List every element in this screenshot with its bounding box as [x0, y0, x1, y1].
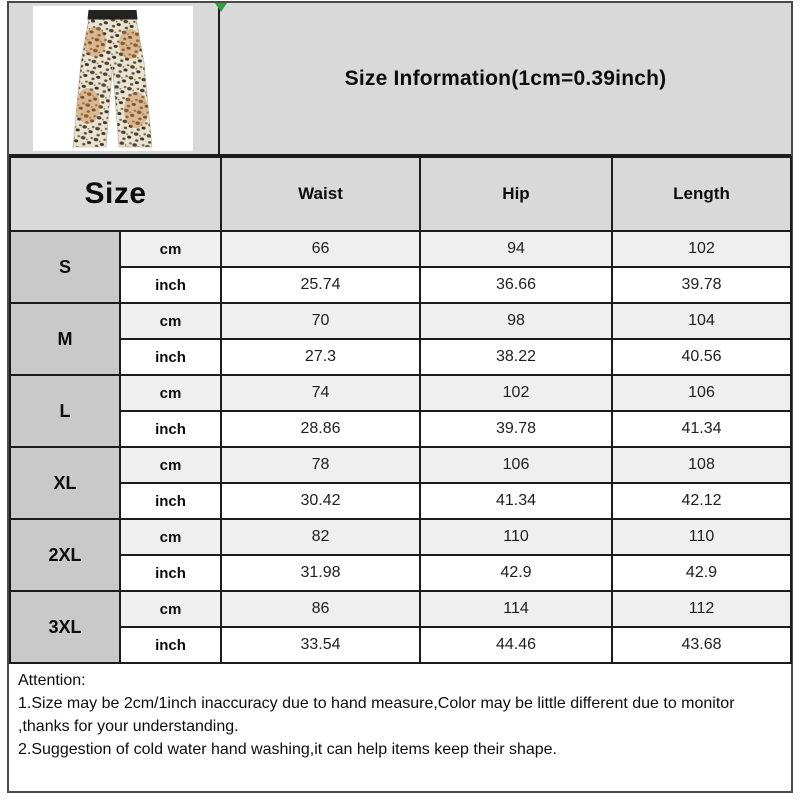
- size-label-3xl: 3XL: [10, 591, 120, 663]
- table-row-l-cm: [10, 375, 791, 411]
- hip-inch-s: 36.66: [420, 267, 612, 303]
- waist-inch-2xl: 31.98: [221, 555, 420, 591]
- column-header-length: Length: [612, 157, 791, 231]
- unit-label: cm: [120, 591, 221, 627]
- unit-label: cm: [120, 375, 221, 411]
- product-image-cell: [9, 3, 220, 154]
- table-row-2xl-cm: [10, 519, 791, 555]
- length-inch-m: 40.56: [612, 339, 791, 375]
- unit-label: inch: [120, 627, 221, 663]
- hip-cm-l: 102: [420, 375, 612, 411]
- size-label-2xl: 2XL: [10, 519, 120, 591]
- column-header-waist: Waist: [221, 157, 420, 231]
- hip-cm-3xl: 114: [420, 591, 612, 627]
- hip-inch-2xl: 42.9: [420, 555, 612, 591]
- top-banner: [9, 3, 791, 156]
- table-header-row: [10, 157, 791, 231]
- size-label-m: M: [10, 303, 120, 375]
- table-row-3xl-inch: [10, 627, 791, 663]
- length-cm-m: 104: [612, 303, 791, 339]
- unit-label: cm: [120, 519, 221, 555]
- attention-note: [9, 664, 791, 791]
- product-image-leopard-pants: [33, 6, 193, 151]
- column-header-hip: Hip: [420, 157, 612, 231]
- hip-cm-s: 94: [420, 231, 612, 267]
- hip-inch-3xl: 44.46: [420, 627, 612, 663]
- length-inch-s: 39.78: [612, 267, 791, 303]
- unit-label: inch: [120, 267, 221, 303]
- waist-cm-l: 74: [221, 375, 420, 411]
- unit-label: cm: [120, 231, 221, 267]
- hip-inch-xl: 41.34: [420, 483, 612, 519]
- length-cm-xl: 108: [612, 447, 791, 483]
- length-cm-s: 102: [612, 231, 791, 267]
- hip-inch-l: 39.78: [420, 411, 612, 447]
- attention-line-2: 2.Suggestion of cold water hand washing,it can help items keep their shape.: [18, 741, 557, 758]
- table-row-xl-cm: [10, 447, 791, 483]
- length-cm-l: 106: [612, 375, 791, 411]
- waist-cm-m: 70: [221, 303, 420, 339]
- length-inch-2xl: 42.9: [612, 555, 791, 591]
- length-inch-xl: 42.12: [612, 483, 791, 519]
- length-inch-l: 41.34: [612, 411, 791, 447]
- waist-inch-xl: 30.42: [221, 483, 420, 519]
- unit-label: inch: [120, 339, 221, 375]
- hip-cm-2xl: 110: [420, 519, 612, 555]
- green-triangle-marker: [215, 3, 227, 12]
- title-cell: [220, 3, 791, 154]
- waist-cm-s: 66: [221, 231, 420, 267]
- table-row-s-cm: [10, 231, 791, 267]
- table-row-m-cm: [10, 303, 791, 339]
- table-row-xl-inch: [10, 483, 791, 519]
- table-row-m-inch: [10, 339, 791, 375]
- size-label-xl: XL: [10, 447, 120, 519]
- table-row-l-inch: [10, 411, 791, 447]
- hip-inch-m: 38.22: [420, 339, 612, 375]
- page-title: Size Information(1cm=0.39inch): [344, 66, 667, 90]
- waist-inch-l: 28.86: [221, 411, 420, 447]
- chart-frame: [7, 1, 793, 793]
- unit-label: cm: [120, 447, 221, 483]
- size-label-l: L: [10, 375, 120, 447]
- waist-inch-s: 25.74: [221, 267, 420, 303]
- waist-cm-2xl: 82: [221, 519, 420, 555]
- waist-cm-3xl: 86: [221, 591, 420, 627]
- hip-cm-xl: 106: [420, 447, 612, 483]
- attention-heading: Attention:: [18, 672, 86, 689]
- table-row-3xl-cm: [10, 591, 791, 627]
- table-row-2xl-inch: [10, 555, 791, 591]
- waist-inch-m: 27.3: [221, 339, 420, 375]
- waist-cm-xl: 78: [221, 447, 420, 483]
- column-header-size: Size: [10, 157, 221, 231]
- table-row-s-inch: [10, 267, 791, 303]
- unit-label: cm: [120, 303, 221, 339]
- attention-line-1: 1.Size may be 2cm/1inch inaccuracy due to hand measure,Color may be little different due to monitor ,thanks for your understanding.: [18, 695, 735, 735]
- hip-cm-m: 98: [420, 303, 612, 339]
- waist-inch-3xl: 33.54: [221, 627, 420, 663]
- length-cm-3xl: 112: [612, 591, 791, 627]
- unit-label: inch: [120, 555, 221, 591]
- unit-label: inch: [120, 411, 221, 447]
- length-cm-2xl: 110: [612, 519, 791, 555]
- unit-label: inch: [120, 483, 221, 519]
- size-chart-table: [9, 156, 792, 664]
- size-label-s: S: [10, 231, 120, 303]
- length-inch-3xl: 43.68: [612, 627, 791, 663]
- leopard-pants-illustration: [33, 6, 193, 151]
